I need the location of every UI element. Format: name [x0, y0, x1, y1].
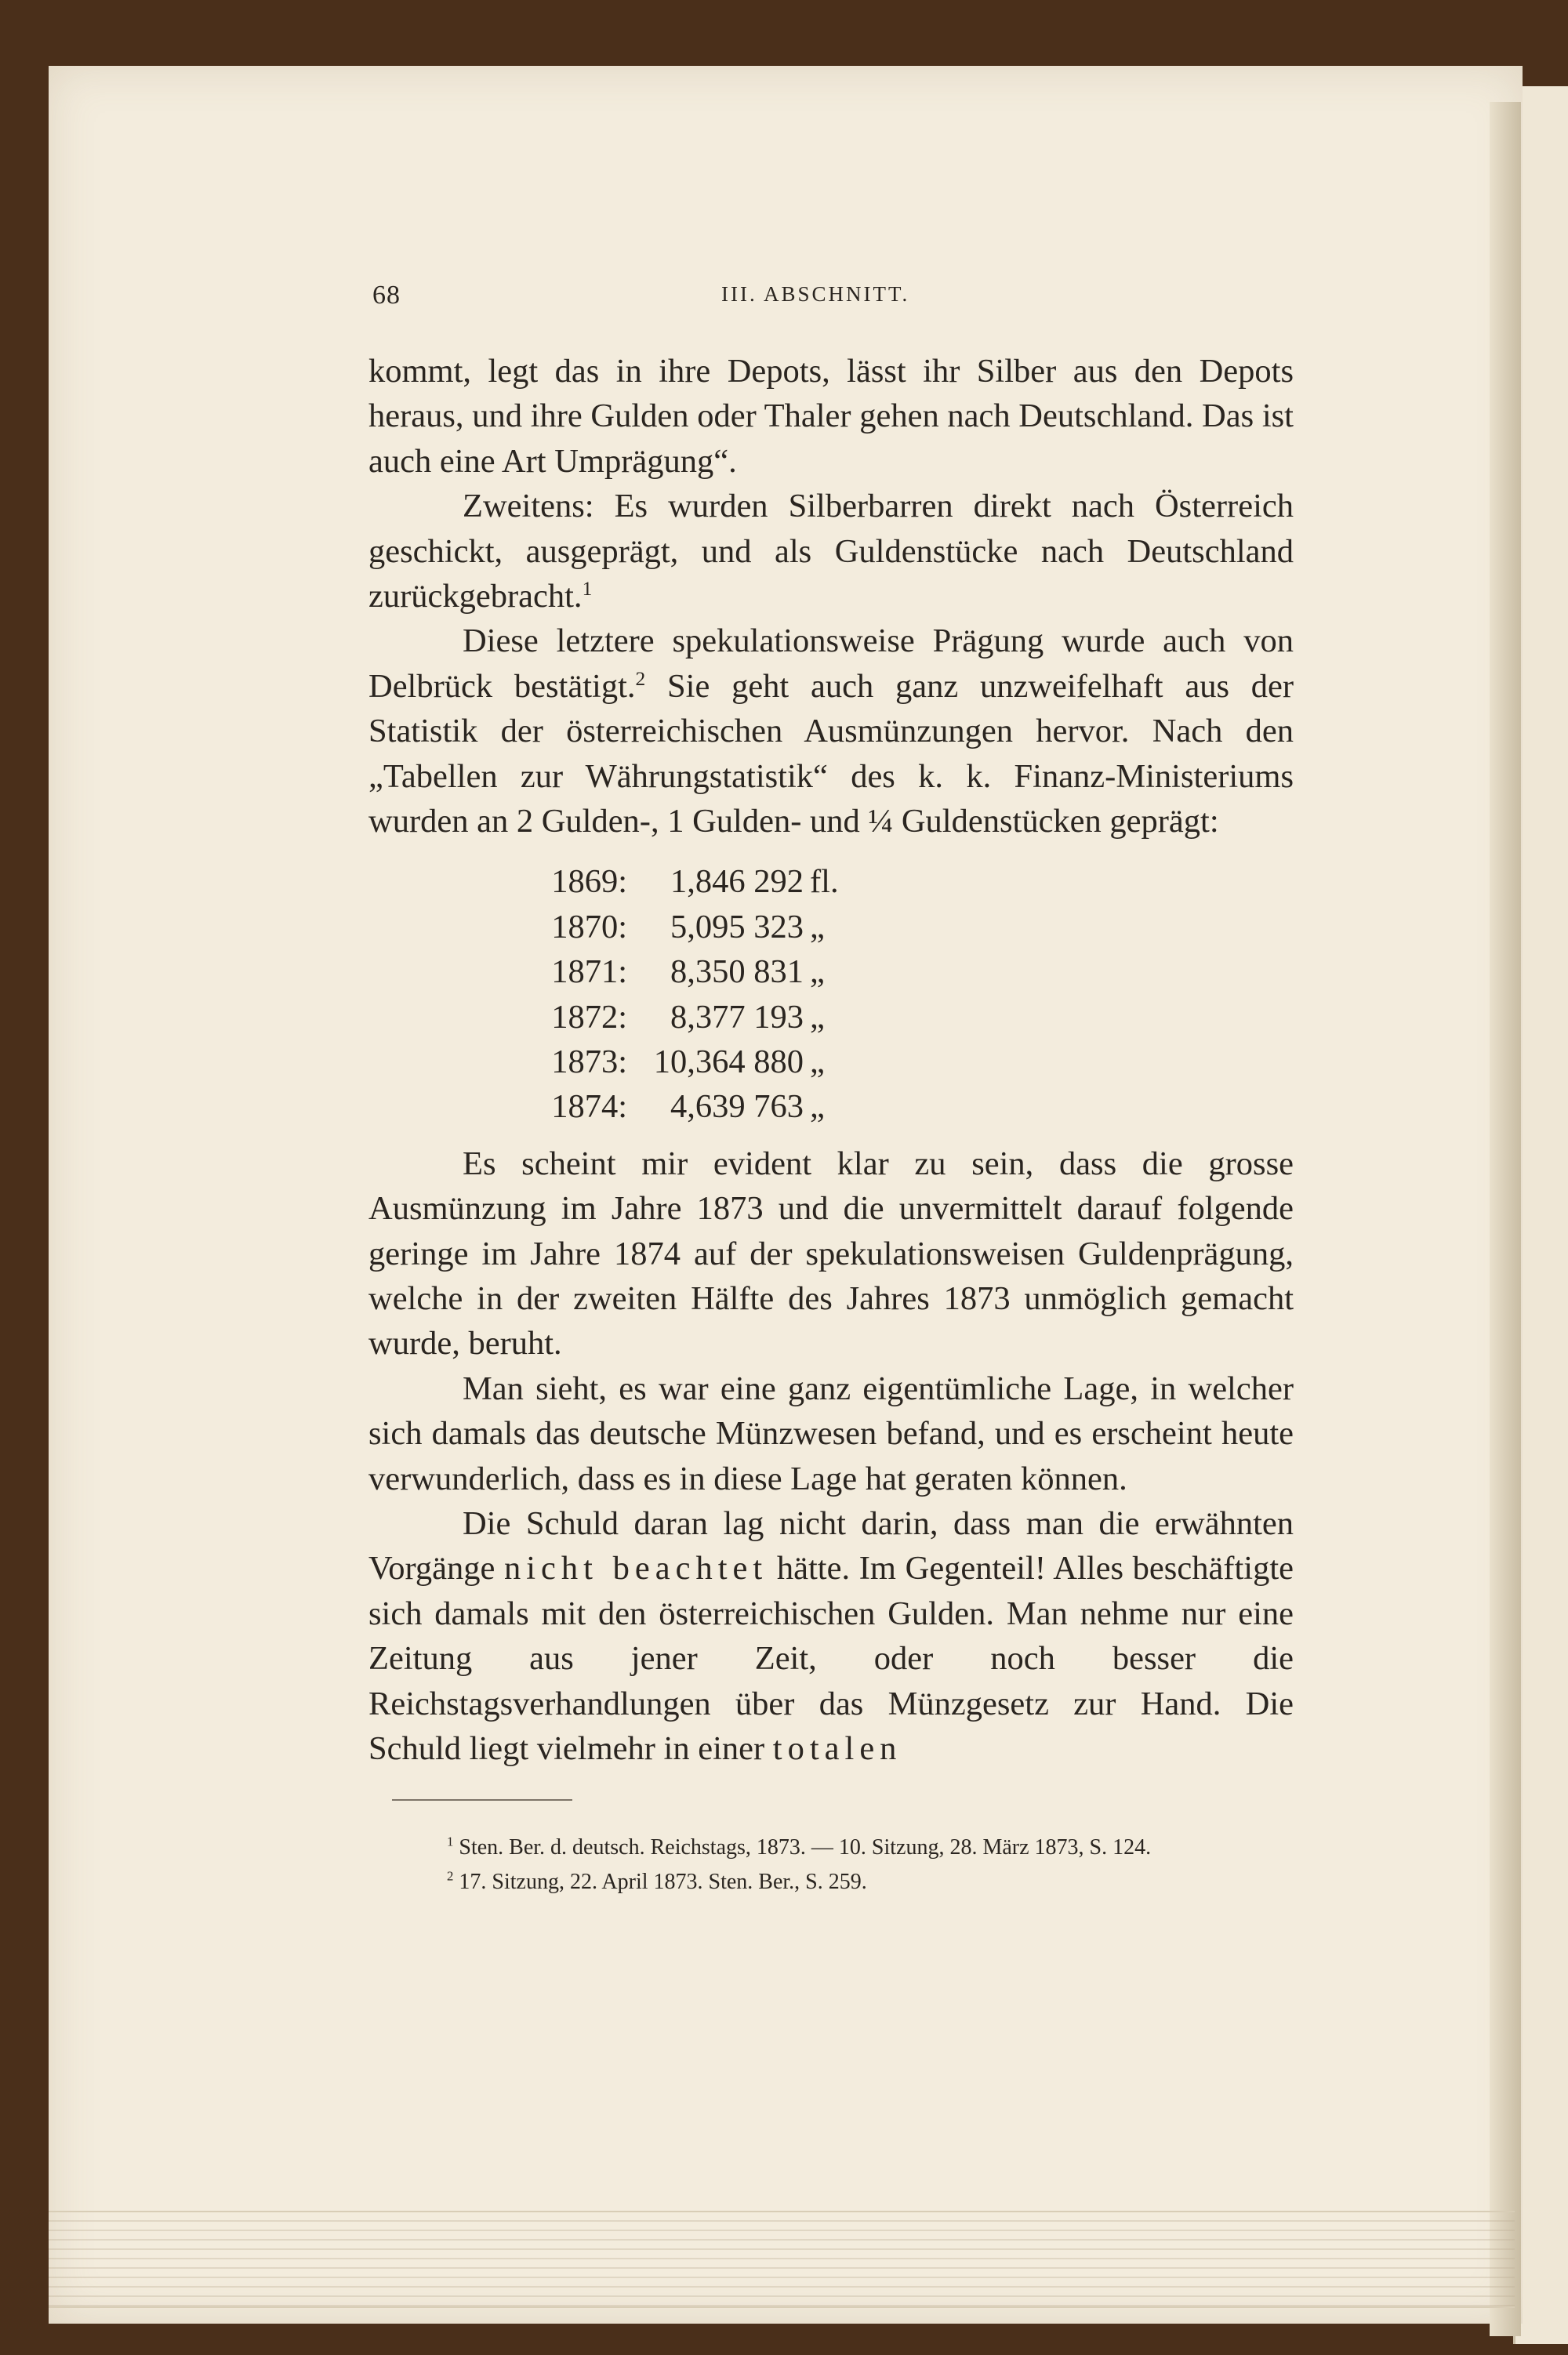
- table-row: [368, 859, 1294, 904]
- paragraph-6: [368, 1501, 1294, 1771]
- footnote-2-mark: 2: [447, 1868, 454, 1884]
- table-unit: „: [810, 953, 825, 991]
- footnotes: [368, 1831, 1294, 1900]
- paragraph-5: [368, 1366, 1294, 1501]
- table-amount: 8,377 193: [670, 998, 804, 1036]
- table-year: 1873:: [551, 1043, 627, 1081]
- table-amount: 4,639 763: [670, 1088, 804, 1126]
- table-unit: fl.: [810, 863, 839, 901]
- paragraph-3-text-a: Diese letztere spekulationsweise Prägung wurde auch von Delbrück bestätigt.: [368, 622, 1294, 705]
- paragraph-6-text-b: hätte. Im Gegenteil! Alles beschäftigte sich damals mit den österreichischen Gulden. Man nehme nur eine Zeitung aus jener Zeit, oder noch besser die Reichstagsverhandlungen über das Münzgesetz zur Hand. Die Schuld liegt vielmehr in einer: [368, 1550, 1294, 1768]
- page-number: 68: [372, 281, 401, 310]
- footnote-ref-2: 2: [635, 666, 646, 690]
- paragraph-4: [368, 1141, 1294, 1366]
- paragraph-1: [368, 349, 1294, 484]
- table-year: 1872:: [551, 998, 627, 1036]
- footnote-1-text: Sten. Ber. d. deutsch. Reichstags, 1873. — 10. Sitzung, 28. März 1873, S. 124.: [453, 1834, 1152, 1860]
- table-row: [368, 1040, 1294, 1084]
- paragraph-3-text-b: Sie geht auch ganz unzweifelhaft aus der Statistik der österreichischen Ausmünzungen hervor. Nach den „Tabellen zur Währungstatistik“ des k. k. Finanz-Ministeriums wurden an 2 Gulden-, 1 Gulden- und ¼ Guldenstücken geprägt:: [368, 667, 1294, 840]
- footnote-1-mark: 1: [447, 1834, 454, 1849]
- table-row: [368, 1084, 1294, 1129]
- table-amount: 8,350 831: [670, 953, 804, 991]
- page-content: [368, 267, 1294, 1900]
- table-year: 1871:: [551, 953, 627, 991]
- table-row: [368, 905, 1294, 949]
- table-row: [368, 949, 1294, 994]
- paragraph-5-text: Man sieht, es war eine ganz eigentümliche Lage, in welcher sich damals das deutsche Münzwesen befand, und es erscheint heute verwunderlich, dass es in diese Lage hat geraten können.: [368, 1370, 1294, 1497]
- table-unit: „: [810, 998, 825, 1036]
- page-stack-edge: [49, 2211, 1515, 2308]
- table-year: 1870:: [551, 908, 627, 945]
- coinage-table: [368, 859, 1294, 1129]
- table-unit: „: [810, 1088, 825, 1126]
- footnote-ref-1: 1: [582, 576, 593, 600]
- footnote-rule: [392, 1799, 572, 1801]
- footnote-2-text: 17. Sitzung, 22. April 1873. Sten. Ber., S. 259.: [453, 1869, 867, 1894]
- table-unit: „: [810, 908, 825, 945]
- table-amount: 10,364 880: [653, 1043, 804, 1081]
- running-head: [368, 267, 1294, 314]
- table-row: [368, 995, 1294, 1040]
- paragraph-6-text-a: Die Schuld daran lag nicht darin, dass man die erwähnten Vorgänge: [368, 1505, 1294, 1588]
- body-text-continued: [368, 1141, 1294, 1772]
- paragraph-6-emphasis: nicht beachtet: [504, 1550, 768, 1588]
- table-year: 1869:: [551, 863, 627, 901]
- table-year: 1874:: [551, 1088, 627, 1126]
- chapter-title: III. ABSCHNITT.: [721, 282, 910, 306]
- footnote-2: [368, 1865, 1294, 1900]
- paragraph-4-text: Es scheint mir evident klar zu sein, dass die grosse Ausmünzung im Jahre 1873 und die unvermittelt darauf folgende geringe im Jahre 1874 auf der spekulationsweisen Guldenprägung, welche in der zweiten Hälfte des Jahres 1873 unmöglich gemacht wurde, beruht.: [368, 1145, 1294, 1363]
- footnote-1: [368, 1831, 1294, 1865]
- table-amount: 1,846 292: [670, 863, 804, 901]
- paragraph-1-text: kommt, legt das in ihre Depots, lässt ihr Silber aus den Depots heraus, und ihre Gulden oder Thaler gehen nach Deutschland. Das ist auch eine Art Umprägung“.: [368, 353, 1294, 480]
- table-amount: 5,095 323: [670, 908, 804, 945]
- paragraph-6-emphasis-2: totalen: [772, 1730, 902, 1768]
- page-gutter: [1490, 102, 1521, 2336]
- table-unit: „: [810, 1043, 825, 1081]
- paragraph-2-text: Zweitens: Es wurden Silberbarren direkt nach Österreich geschickt, ausgeprägt, und als Guldenstücke nach Deutschland zurückgebracht.: [368, 488, 1294, 615]
- body-text: [368, 349, 1294, 844]
- paragraph-2: [368, 484, 1294, 619]
- paragraph-3: [368, 619, 1294, 844]
